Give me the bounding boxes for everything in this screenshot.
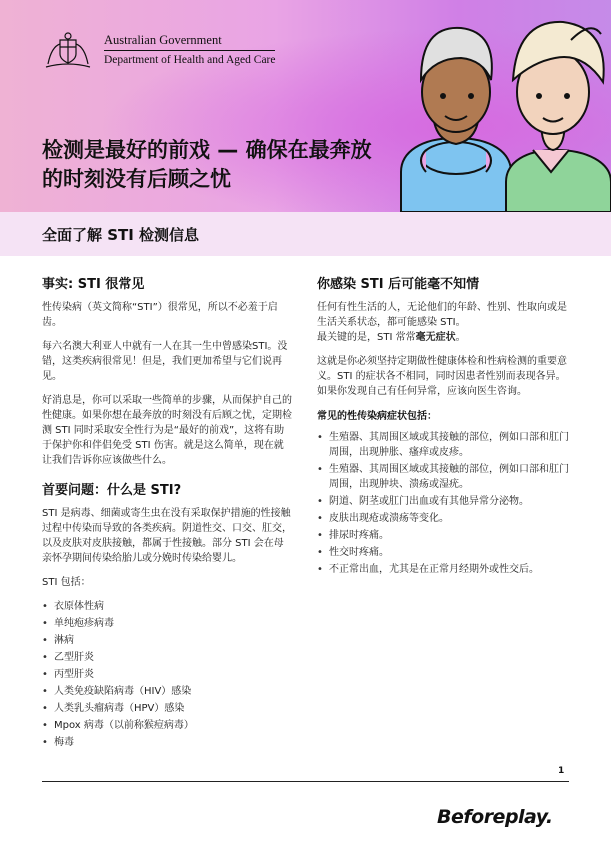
list-item: • 生殖器、其周围区域或其接触的部位，例如口部和肛门周围，出现肿块、溃疡或湿疣。 [317,462,569,492]
section-heading-unaware: 你感染 STI 后可能毫不知情 [317,277,480,292]
right-column [317,276,569,579]
list-item: • 人类乳头瘤病毒（HPV）感染 [42,701,292,716]
page-subtitle: 全面了解 STI 检测信息 [42,226,200,244]
list-item: • 生殖器、其周围区域或其接触的部位，例如口部和肛门周围，出现肿胀、瘙痒或皮疹。 [317,430,569,460]
page-title: 检测是最好的前戏 — 确保在最奔放的时刻没有后顾之忧 [42,138,372,191]
paragraph: 好消息是，你可以采取一些简单的步骤，从而保护自己的性健康。如果你想在最奔放的时刻没有后顾之忧，定期检测 STI 同时采取安全性行为是“最好的前戏”，这将有助于保护你和伴侣免受 STI 伤害。就是这么简单，现在就让我们告诉你应该做些什么。 [42,395,292,466]
list-item: • 丙型肝炎 [42,667,292,682]
list-intro: STI 包括： [42,577,91,588]
list-item: • 阴道、阴茎或肛门出血或有其他异常分泌物。 [317,494,569,509]
paragraph: 性传染病（英文简称“STI”）很常见，所以不必羞于启齿。 [42,302,278,328]
hero-banner [0,0,611,212]
government-logo [40,30,275,70]
paragraph-text: 。 [455,332,466,343]
paragraph: 每六名澳大利亚人中就有一人在其一生中曾感染STI。没错，这类疾病很常见！但是，我们更加希望与它们说再见。 [42,341,288,382]
department-name: Department of Health and Aged Care [104,54,276,66]
list-item: • 皮肤出现疮或溃疡等变化。 [317,511,569,526]
people-illustration [381,0,611,212]
symptoms-list [317,430,569,577]
list-item: • 单纯疱疹病毒 [42,616,292,631]
beforeplay-logo: Beforeplay. [437,806,553,828]
paragraph-text: 任何有性生活的人，无论他们的年龄、性别、性取向或是生活关系状态，都可能感染 STI。 [317,302,567,328]
section-heading-what-is-sti: 首要问题：什么是 STI? [42,483,182,498]
coat-of-arms-icon [40,30,96,70]
list-item: • 梅毒 [42,735,292,750]
list-item: • 衣原体性病 [42,599,292,614]
paragraph [317,300,569,345]
subtitle-band [0,212,611,256]
list-item: • 乙型肝炎 [42,650,292,665]
gov-name: Australian Government [104,33,275,51]
list-item: • Mpox 病毒（以前称猴痘病毒） [42,718,292,733]
list-item: • 排尿时疼痛。 [317,528,569,543]
paragraph-text: 最关键的是，STI 常常 [317,332,416,343]
list-item: • 人类免疫缺陷病毒（HIV）感染 [42,684,292,699]
symptoms-heading: 常见的性传染病症状包括： [317,411,437,422]
list-item: • 淋病 [42,633,292,648]
sti-list [42,599,292,750]
paragraph: STI 是病毒、细菌或寄生虫在没有采取保护措施的性接触过程中传染而导致的各类疾病。阴道性交、口交、肛交，以及皮肤对皮肤接触，都属于性接触。部分 STI 会在母亲怀孕期间传染给胎儿或分娩时传染给婴儿。 [42,508,292,564]
emphasis-text: 毫无症状 [415,332,456,343]
list-item: • 性交时疼痛。 [317,545,569,560]
left-column [42,276,292,752]
section-heading-fact: 事实: STI 很常见 [42,277,145,292]
footer-divider [42,781,569,782]
page-number: 1 [558,766,565,776]
list-item: • 不正常出血，尤其是在正常月经期外或性交后。 [317,562,569,577]
paragraph: 这就是你必须坚持定期做性健康体检和性病检测的重要意义。STI 的症状各不相同，同时因患者性别而表现各异。如果你发现自己有任何异常，应该向医生咨询。 [317,356,567,397]
